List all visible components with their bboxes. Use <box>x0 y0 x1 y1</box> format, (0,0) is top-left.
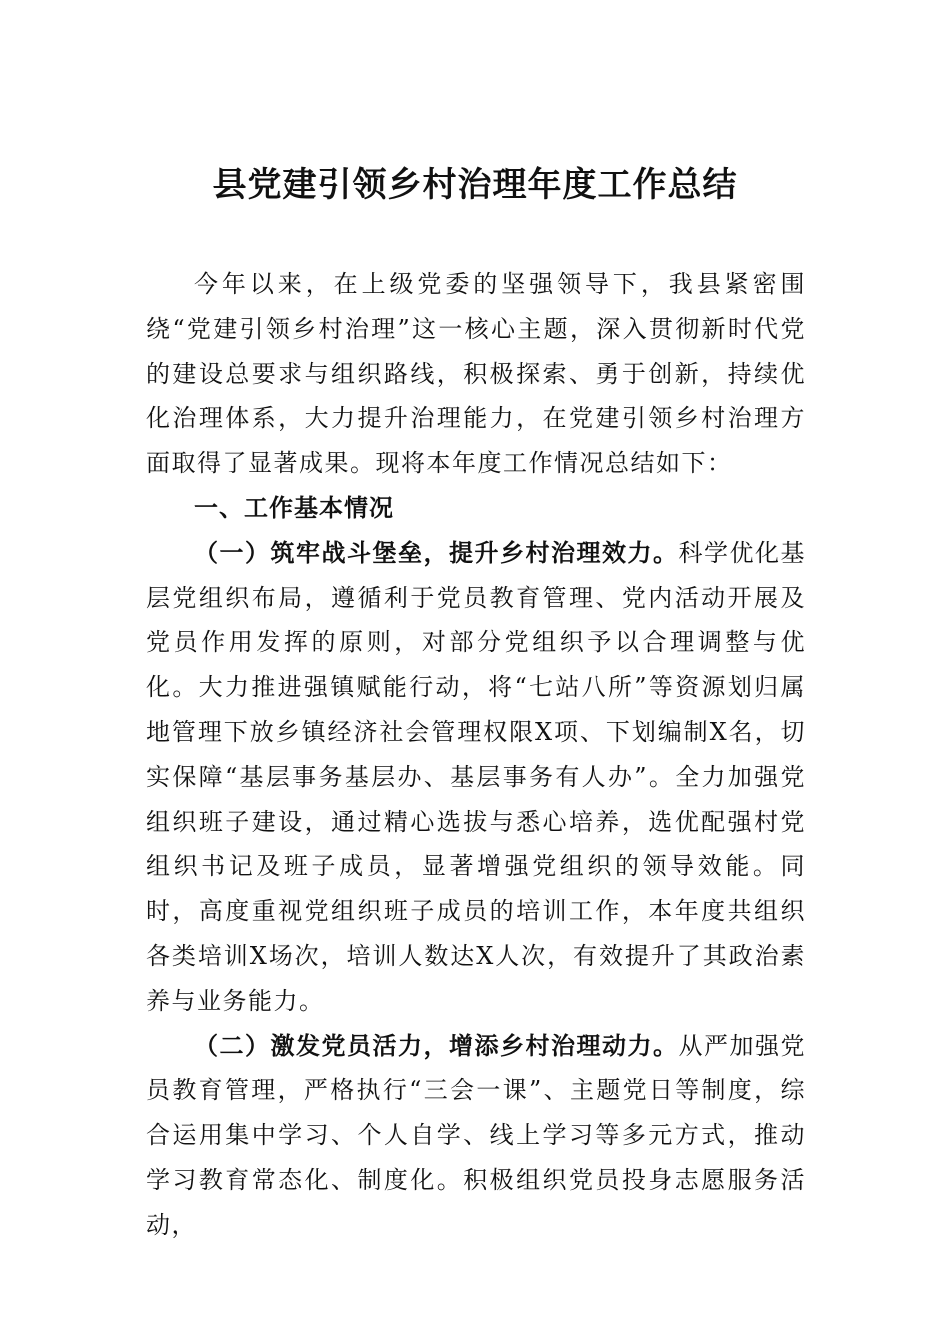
intro-paragraph: 今年以来，在上级党委的坚强领导下，我县紧密围绕“党建引领乡村治理”这一核心主题，深入贯彻新时代党的建设总要求与组织路线，积极探索、勇于创新，持续优化治理体系，大力提升治理能力，在党建引领乡村治理方面取得了显著成果。现将本年度工作情况总结如下： <box>146 270 806 478</box>
item-2-text: 从严加强党员教育管理，严格执行“三会一课”、主题党日等制度，综合运用集中学习、个人自学、线上学习等多元方式，推动学习教育常态化、制度化。积极组织党员投身志愿服务活动， <box>146 1031 806 1239</box>
item-1-lead: （一）筑牢战斗堡垒，提升乡村治理效力。 <box>194 537 679 567</box>
section-heading: 一、工作基本情况 <box>194 493 394 522</box>
document-title: 县党建引领乡村治理年度工作总结 <box>212 165 738 205</box>
document-body <box>146 262 806 1248</box>
item-1-paragraph <box>146 531 806 1024</box>
item-1-text: 科学优化基层党组织布局，遵循利于党员教育管理、党内活动开展及党员作用发挥的原则，对部分党组织予以合理调整与优化。大力推进强镇赋能行动，将“七站八所”等资源划归属地管理下放乡镇经济社会管理权限X项、下划编制X名，切实保障“基层事务基层办、基层事务有人办”。全力加强党组织班子建设，通过精心选拔与悉心培养，选优配强村党组织书记及班子成员，显著增强党组织的领导效能。同时，高度重视党组织班子成员的培训工作，本年度共组织各类培训X场次，培训人数达X人次，有效提升了其政治素养与业务能力。 <box>146 538 806 1015</box>
item-2-lead: （二）激发党员活力，增添乡村治理动力。 <box>194 1030 679 1060</box>
item-2-paragraph <box>146 1024 806 1248</box>
